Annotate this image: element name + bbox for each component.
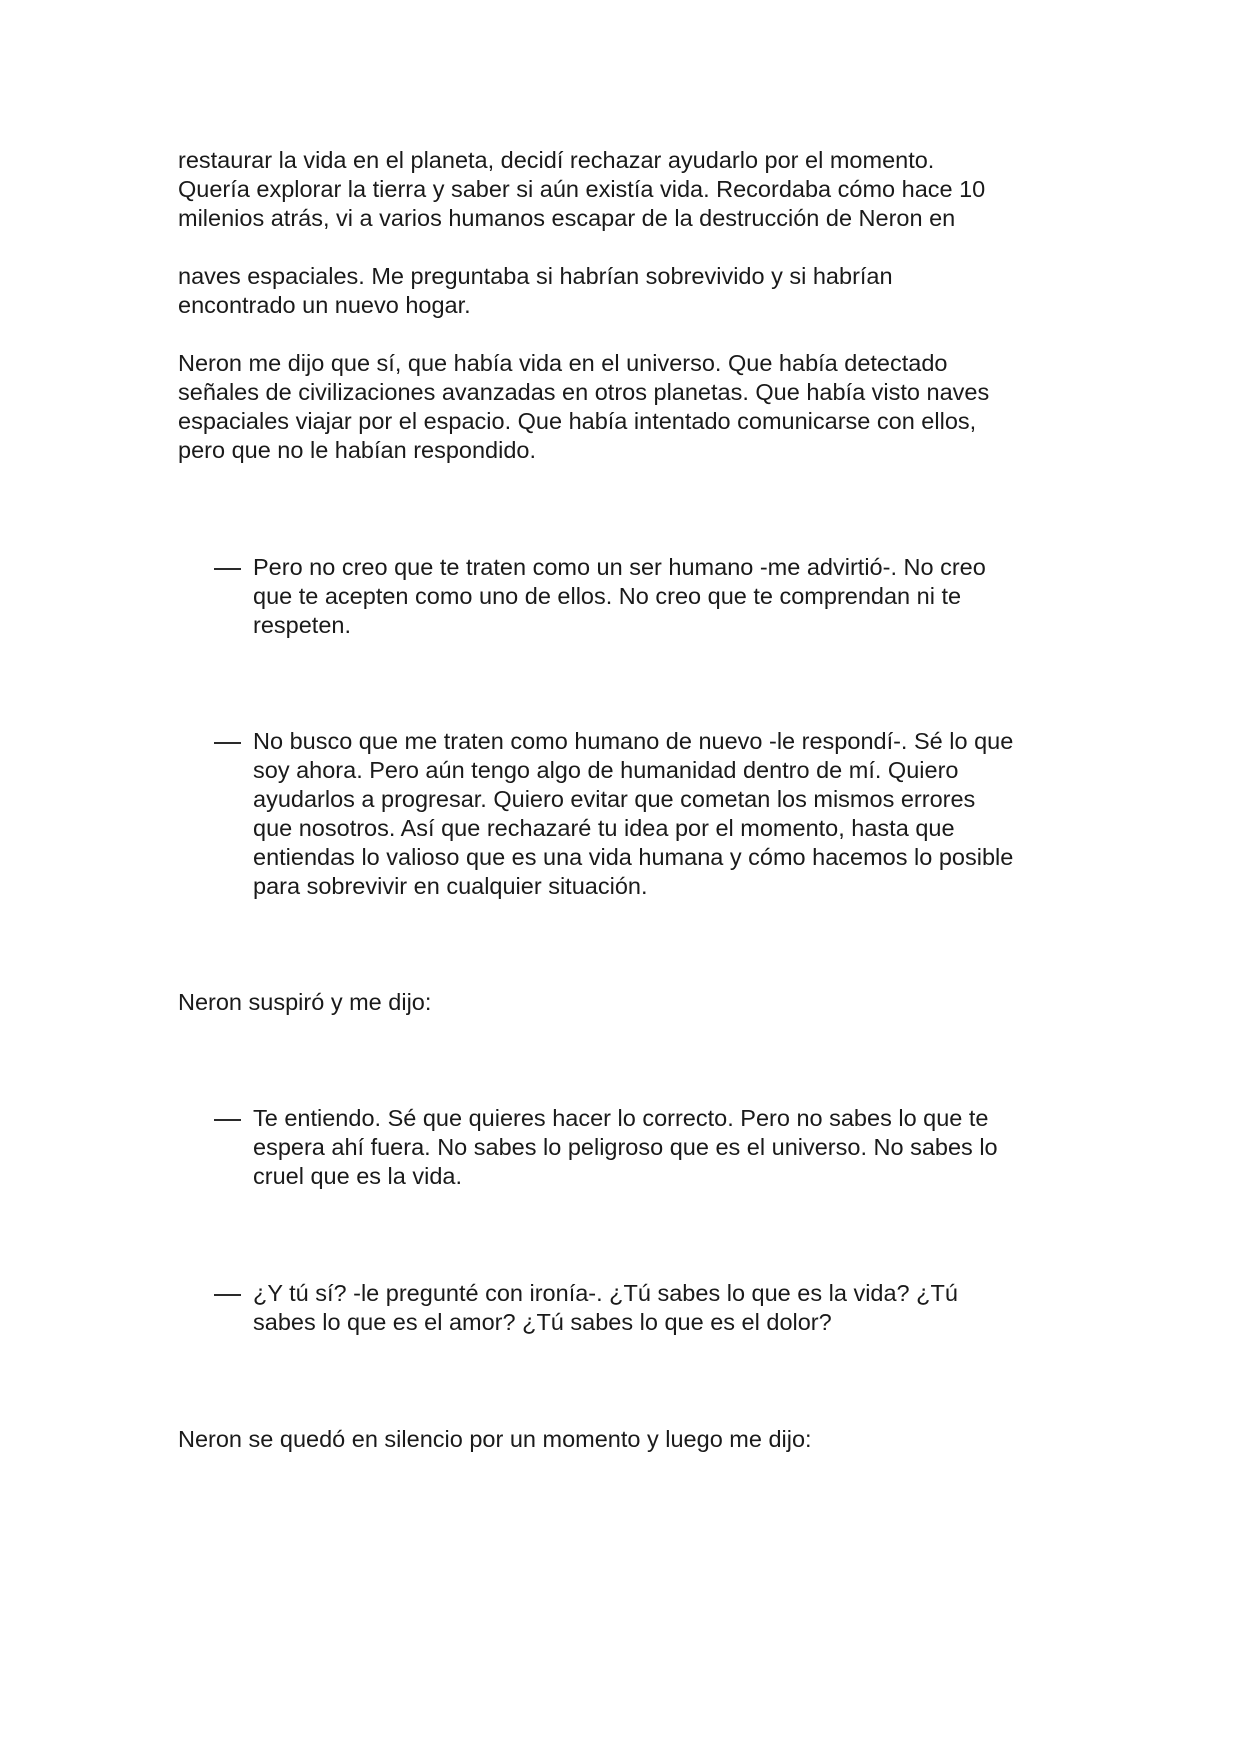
paragraph: Neron suspiró y me dijo: (178, 989, 432, 1015)
dialogue-line (214, 1279, 1074, 1337)
dialogue-line (214, 1104, 1074, 1191)
paragraph: Neron me dijo que sí, que había vida en el universo. Que había detectado señales de civilizaciones avanzadas en otros planetas. Que había visto naves espaciales viajar por el espacio. Que había intentado comunicarse con ellos, pero que no le habían respondido. (178, 350, 990, 463)
em-dash-marker (214, 727, 242, 744)
dialogue-line (214, 727, 1074, 901)
paragraph: Neron se quedó en silencio por un momento y luego me dijo: (178, 1426, 812, 1452)
dialogue-line (214, 553, 1074, 640)
dialogue-text: Te entiendo. Sé que quieres hacer lo correcto. Pero no sabes lo que te espera ahí fuera. No sabes lo peligroso que es el universo. No sabes lo cruel que es la vida. (253, 1105, 998, 1189)
dialogue-text: Pero no creo que te traten como un ser humano -me advirtió-. No creo que te acepten como uno de ellos. No creo que te comprendan ni te respeten. (253, 554, 986, 638)
em-dash-marker (214, 1279, 242, 1296)
paragraph: naves espaciales. Me preguntaba si habrían sobrevivido y si habrían encontrado un nuevo hogar. (178, 263, 893, 318)
paragraph: restaurar la vida en el planeta, decidí rechazar ayudarlo por el momento. Quería explorar la tierra y saber si aún existía vida. Recordaba cómo hace 10 milenios atrás, vi a varios humanos escapar de la destrucción de Neron en (178, 147, 986, 231)
em-dash-marker (214, 1104, 242, 1121)
em-dash-marker (214, 553, 242, 570)
dialogue-text: ¿Y tú sí? -le pregunté con ironía-. ¿Tú sabes lo que es la vida? ¿Tú sabes lo que es el amor? ¿Tú sabes lo que es el dolor? (253, 1280, 958, 1335)
dialogue-text: No busco que me traten como humano de nuevo -le respondí-. Sé lo que soy ahora. Pero aún tengo algo de humanidad dentro de mí. Quiero ayudarlos a progresar. Quiero evitar que cometan los mismos errores que nosotros. Así que rechazaré tu idea por el momento, hasta que entiendas lo valioso que es una vida humana y cómo hacemos lo posible para sobrevivir en cualquier situación. (253, 728, 1014, 899)
